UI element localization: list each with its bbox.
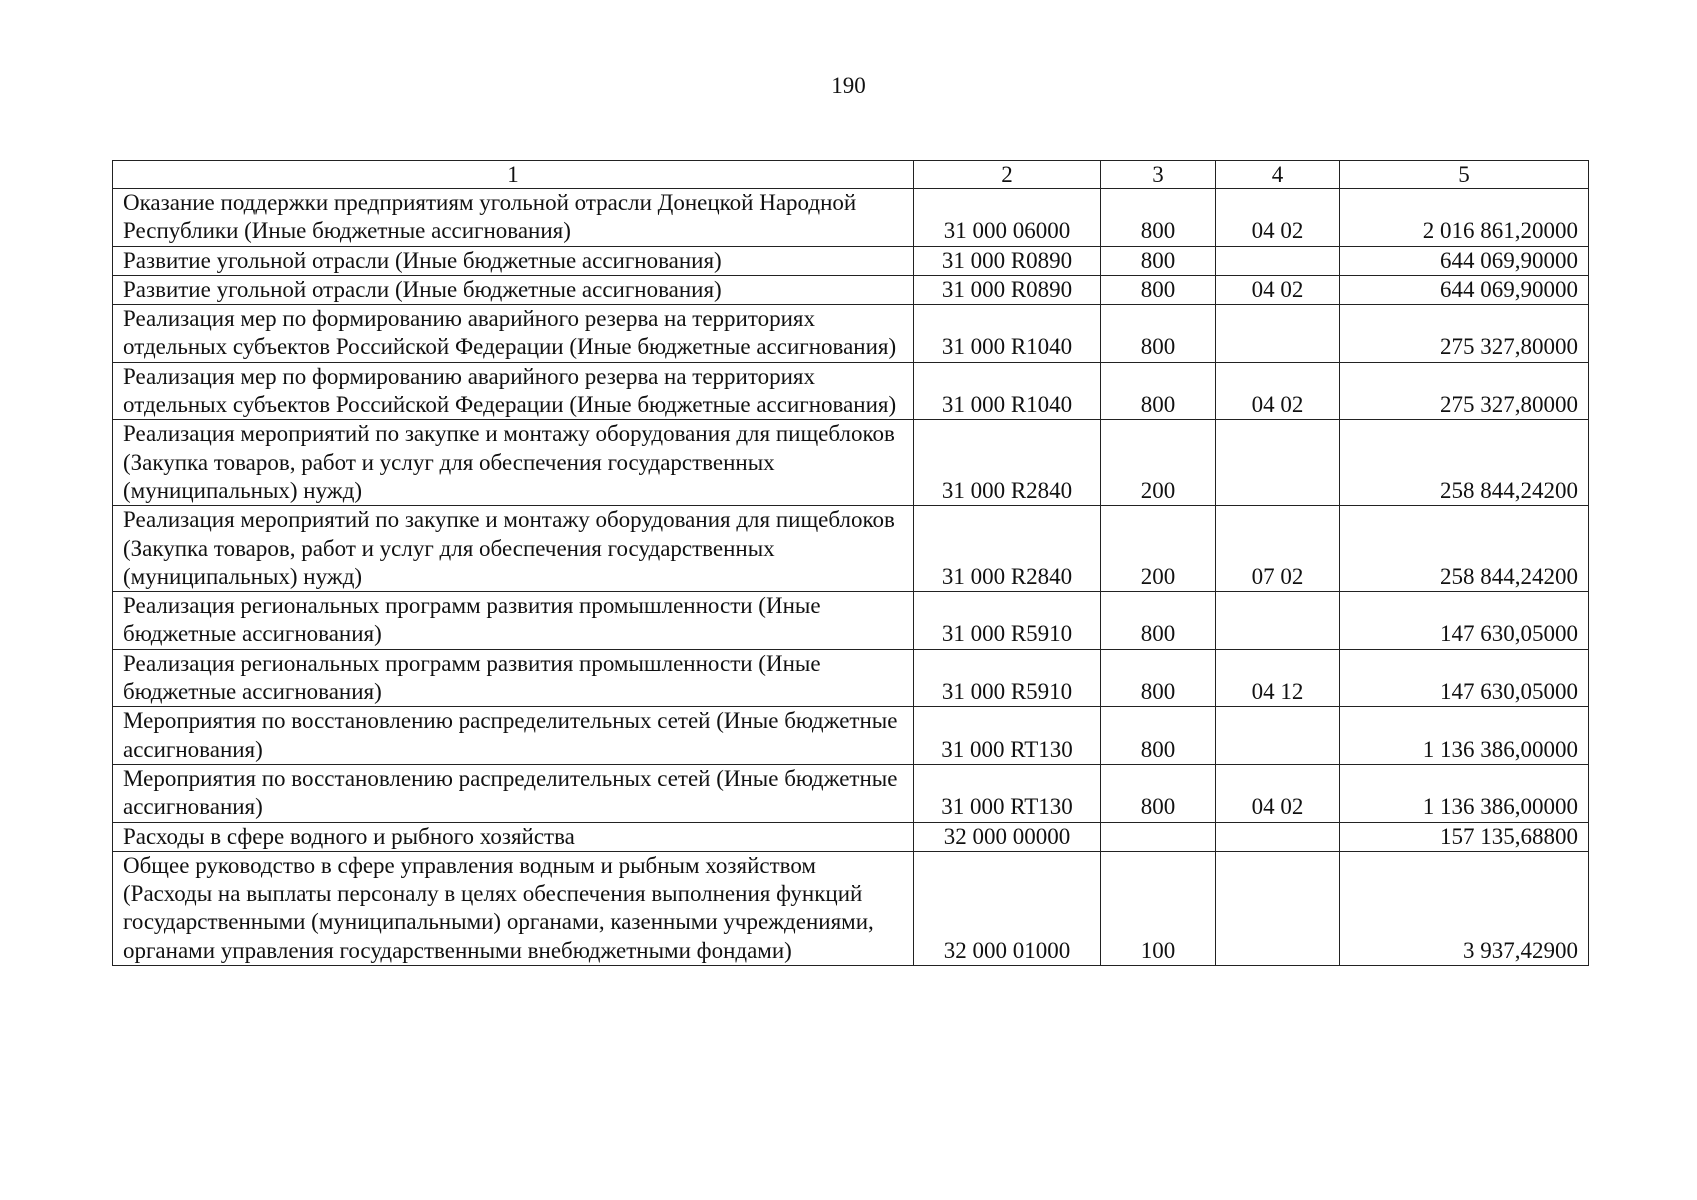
row-section bbox=[1216, 851, 1340, 965]
header-col-1: 1 bbox=[113, 161, 914, 189]
row-amount: 1 136 386,00000 bbox=[1340, 764, 1589, 822]
row-amount: 147 630,05000 bbox=[1340, 592, 1589, 650]
row-name: Реализация мероприятий по закупке и монтажу оборудования для пищеблоков (Закупка товаров, работ и услуг для обеспечения государственных (муниципальных) нужд) bbox=[113, 420, 914, 506]
row-code: 31 000 R0890 bbox=[914, 275, 1101, 304]
row-code: 31 000 R2840 bbox=[914, 420, 1101, 506]
row-section bbox=[1216, 246, 1340, 275]
row-name: Реализация региональных программ развития промышленности (Иные бюджетные ассигнования) bbox=[113, 649, 914, 707]
row-code: 31 000 R1040 bbox=[914, 362, 1101, 420]
row-amount: 258 844,24200 bbox=[1340, 506, 1589, 592]
row-amount: 1 136 386,00000 bbox=[1340, 707, 1589, 765]
row-name: Реализация мер по формированию аварийного резерва на территориях отдельных субъектов Российской Федерации (Иные бюджетные ассигнования) bbox=[113, 362, 914, 420]
header-col-4: 4 bbox=[1216, 161, 1340, 189]
row-amount: 2 016 861,20000 bbox=[1340, 189, 1589, 247]
row-expense-type: 800 bbox=[1101, 305, 1216, 363]
row-name: Реализация региональных программ развития промышленности (Иные бюджетные ассигнования) bbox=[113, 592, 914, 650]
row-name: Мероприятия по восстановлению распределительных сетей (Иные бюджетные ассигнования) bbox=[113, 764, 914, 822]
row-code: 32 000 00000 bbox=[914, 822, 1101, 851]
row-section bbox=[1216, 420, 1340, 506]
row-name: Реализация мероприятий по закупке и монтажу оборудования для пищеблоков (Закупка товаров, работ и услуг для обеспечения государственных (муниципальных) нужд) bbox=[113, 506, 914, 592]
row-code: 31 000 R5910 bbox=[914, 592, 1101, 650]
table-row bbox=[113, 506, 1589, 592]
row-section bbox=[1216, 707, 1340, 765]
row-code: 31 000 RT130 bbox=[914, 707, 1101, 765]
table-row bbox=[113, 707, 1589, 765]
row-amount: 157 135,68800 bbox=[1340, 822, 1589, 851]
table-row bbox=[113, 362, 1589, 420]
table-row bbox=[113, 275, 1589, 304]
row-section: 04 02 bbox=[1216, 362, 1340, 420]
header-col-3: 3 bbox=[1101, 161, 1216, 189]
row-expense-type: 200 bbox=[1101, 420, 1216, 506]
row-section: 04 02 bbox=[1216, 275, 1340, 304]
table-row bbox=[113, 189, 1589, 247]
table-row bbox=[113, 851, 1589, 965]
header-col-2: 2 bbox=[914, 161, 1101, 189]
row-expense-type: 800 bbox=[1101, 592, 1216, 650]
row-expense-type: 800 bbox=[1101, 189, 1216, 247]
row-expense-type bbox=[1101, 822, 1216, 851]
row-code: 31 000 06000 bbox=[914, 189, 1101, 247]
table-row bbox=[113, 592, 1589, 650]
row-section: 04 02 bbox=[1216, 189, 1340, 247]
row-expense-type: 800 bbox=[1101, 649, 1216, 707]
row-amount: 147 630,05000 bbox=[1340, 649, 1589, 707]
row-expense-type: 200 bbox=[1101, 506, 1216, 592]
row-name: Мероприятия по восстановлению распределительных сетей (Иные бюджетные ассигнования) bbox=[113, 707, 914, 765]
row-name: Реализация мер по формированию аварийного резерва на территориях отдельных субъектов Российской Федерации (Иные бюджетные ассигнования) bbox=[113, 305, 914, 363]
row-expense-type: 800 bbox=[1101, 275, 1216, 304]
table-row bbox=[113, 649, 1589, 707]
table-row bbox=[113, 420, 1589, 506]
header-row bbox=[113, 161, 1589, 189]
header-col-5: 5 bbox=[1340, 161, 1589, 189]
row-expense-type: 800 bbox=[1101, 764, 1216, 822]
row-expense-type: 100 bbox=[1101, 851, 1216, 965]
table-row bbox=[113, 764, 1589, 822]
row-amount: 644 069,90000 bbox=[1340, 275, 1589, 304]
row-section bbox=[1216, 305, 1340, 363]
row-amount: 275 327,80000 bbox=[1340, 362, 1589, 420]
row-code: 31 000 R1040 bbox=[914, 305, 1101, 363]
row-code: 31 000 RT130 bbox=[914, 764, 1101, 822]
table-row bbox=[113, 305, 1589, 363]
page-number: 190 bbox=[831, 73, 866, 98]
row-name: Развитие угольной отрасли (Иные бюджетные ассигнования) bbox=[113, 275, 914, 304]
row-expense-type: 800 bbox=[1101, 362, 1216, 420]
row-code: 31 000 R2840 bbox=[914, 506, 1101, 592]
row-code: 31 000 R5910 bbox=[914, 649, 1101, 707]
row-code: 31 000 R0890 bbox=[914, 246, 1101, 275]
row-amount: 258 844,24200 bbox=[1340, 420, 1589, 506]
row-section: 04 12 bbox=[1216, 649, 1340, 707]
row-expense-type: 800 bbox=[1101, 246, 1216, 275]
table-row bbox=[113, 822, 1589, 851]
row-expense-type: 800 bbox=[1101, 707, 1216, 765]
row-section bbox=[1216, 592, 1340, 650]
row-name: Общее руководство в сфере управления водным и рыбным хозяйством (Расходы на выплаты персоналу в целях обеспечения выполнения функций государственными (муниципальными) органами, казенными учреждениями, органами управления государственными внебюджетными фондами) bbox=[113, 851, 914, 965]
row-section: 07 02 bbox=[1216, 506, 1340, 592]
row-amount: 275 327,80000 bbox=[1340, 305, 1589, 363]
row-section: 04 02 bbox=[1216, 764, 1340, 822]
budget-table bbox=[112, 160, 1589, 966]
row-name: Расходы в сфере водного и рыбного хозяйства bbox=[113, 822, 914, 851]
row-section bbox=[1216, 822, 1340, 851]
table-row bbox=[113, 246, 1589, 275]
row-name: Оказание поддержки предприятиям угольной отрасли Донецкой Народной Республики (Иные бюджетные ассигнования) bbox=[113, 189, 914, 247]
row-name: Развитие угольной отрасли (Иные бюджетные ассигнования) bbox=[113, 246, 914, 275]
row-code: 32 000 01000 bbox=[914, 851, 1101, 965]
row-amount: 644 069,90000 bbox=[1340, 246, 1589, 275]
row-amount: 3 937,42900 bbox=[1340, 851, 1589, 965]
